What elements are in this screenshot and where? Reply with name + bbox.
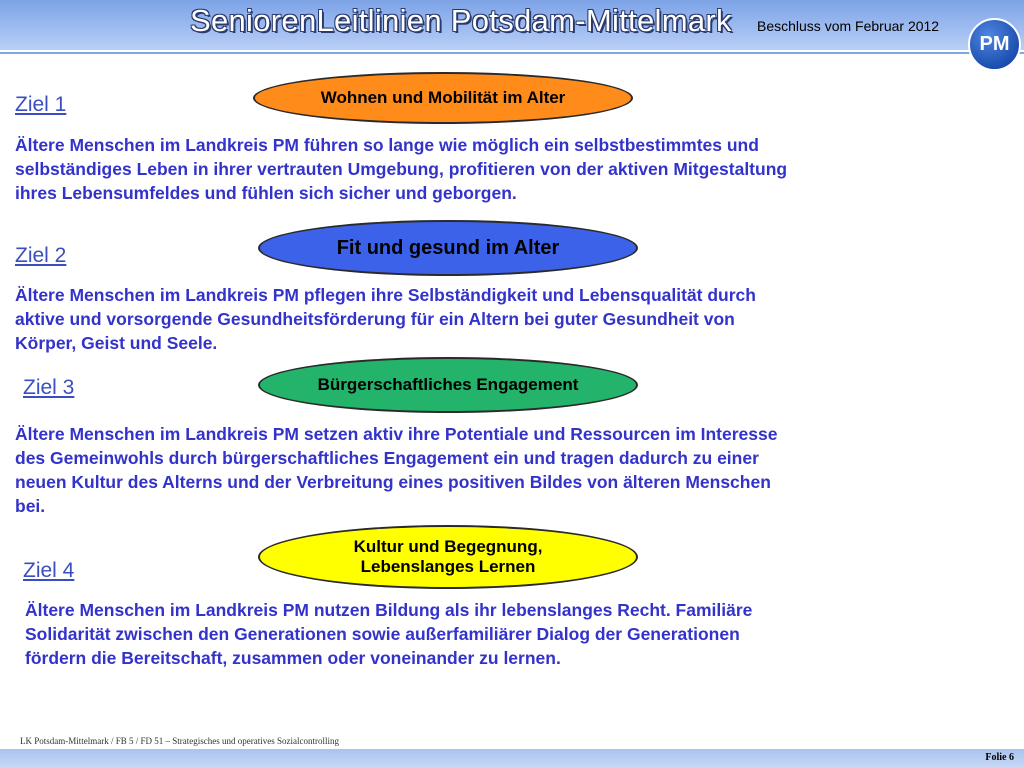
goal-2-text: Ältere Menschen im Landkreis PM pflegen ihre Selbständigkeit und Lebensqualität durch aktive und vorsorgende Gesundheitsförderung für ein Altern bei guter Gesundheit von Körper, Geist und Seele.: [15, 285, 756, 353]
goal-2-label: Ziel 2: [15, 244, 67, 267]
goal-1-text: Ältere Menschen im Landkreis PM führen so lange wie möglich ein selbstbestimmtes und selbständiges Leben in ihrer vertrauten Umgebung, profitieren von der aktiven Mitgestaltung ihres Lebensumfeldes und fühlen sich sicher und geborgen.: [15, 135, 788, 203]
goal-3-label: Ziel 3: [23, 376, 75, 399]
goal-4-label: Ziel 4: [23, 559, 75, 582]
pm-logo: PM: [968, 18, 1021, 71]
goal-2-topic-oval: Fit und gesund im Alter: [258, 220, 638, 276]
goal-4-topic-line2: Lebenslanges Lernen: [360, 557, 536, 576]
page-title: SeniorenLeitlinien Potsdam-Mittelmark: [190, 3, 732, 38]
footer-bar: [0, 749, 1024, 768]
goal-1-label: Ziel 1: [15, 93, 67, 116]
goal-4-topic-line1: Kultur und Begegnung,: [353, 537, 543, 557]
goal-4-topic-oval: [258, 525, 638, 589]
goal-4-text: Ältere Menschen im Landkreis PM nutzen Bildung als ihr lebenslanges Recht. Familiäre Solidarität zwischen den Generationen sowie außerfamiliärer Dialog der Generationen fördern die Bereitschaft, zusammen oder voneinander zu lernen.: [25, 600, 753, 668]
goal-3-text: Ältere Menschen im Landkreis PM setzen aktiv ihre Potentiale und Ressourcen im Interesse des Gemeinwohls durch bürgerschaftliches Engagement ein und tragen dadurch zu einer neuen Kultur des Alterns und der Verbreitung eines positiven Bildes von älteren Menschen bei.: [15, 424, 778, 516]
goal-3-topic-oval: Bürgerschaftliches Engagement: [258, 357, 638, 413]
goal-1-topic-oval: Wohnen und Mobilität im Alter: [253, 72, 633, 124]
footer-department: LK Potsdam-Mittelmark / FB 5 / FD 51 – Strategisches und operatives Sozialcontrolling: [20, 736, 339, 746]
slide-number: Folie 6: [985, 752, 1014, 763]
decision-date: Beschluss vom Februar 2012: [757, 18, 940, 34]
header-divider: [0, 52, 1024, 54]
